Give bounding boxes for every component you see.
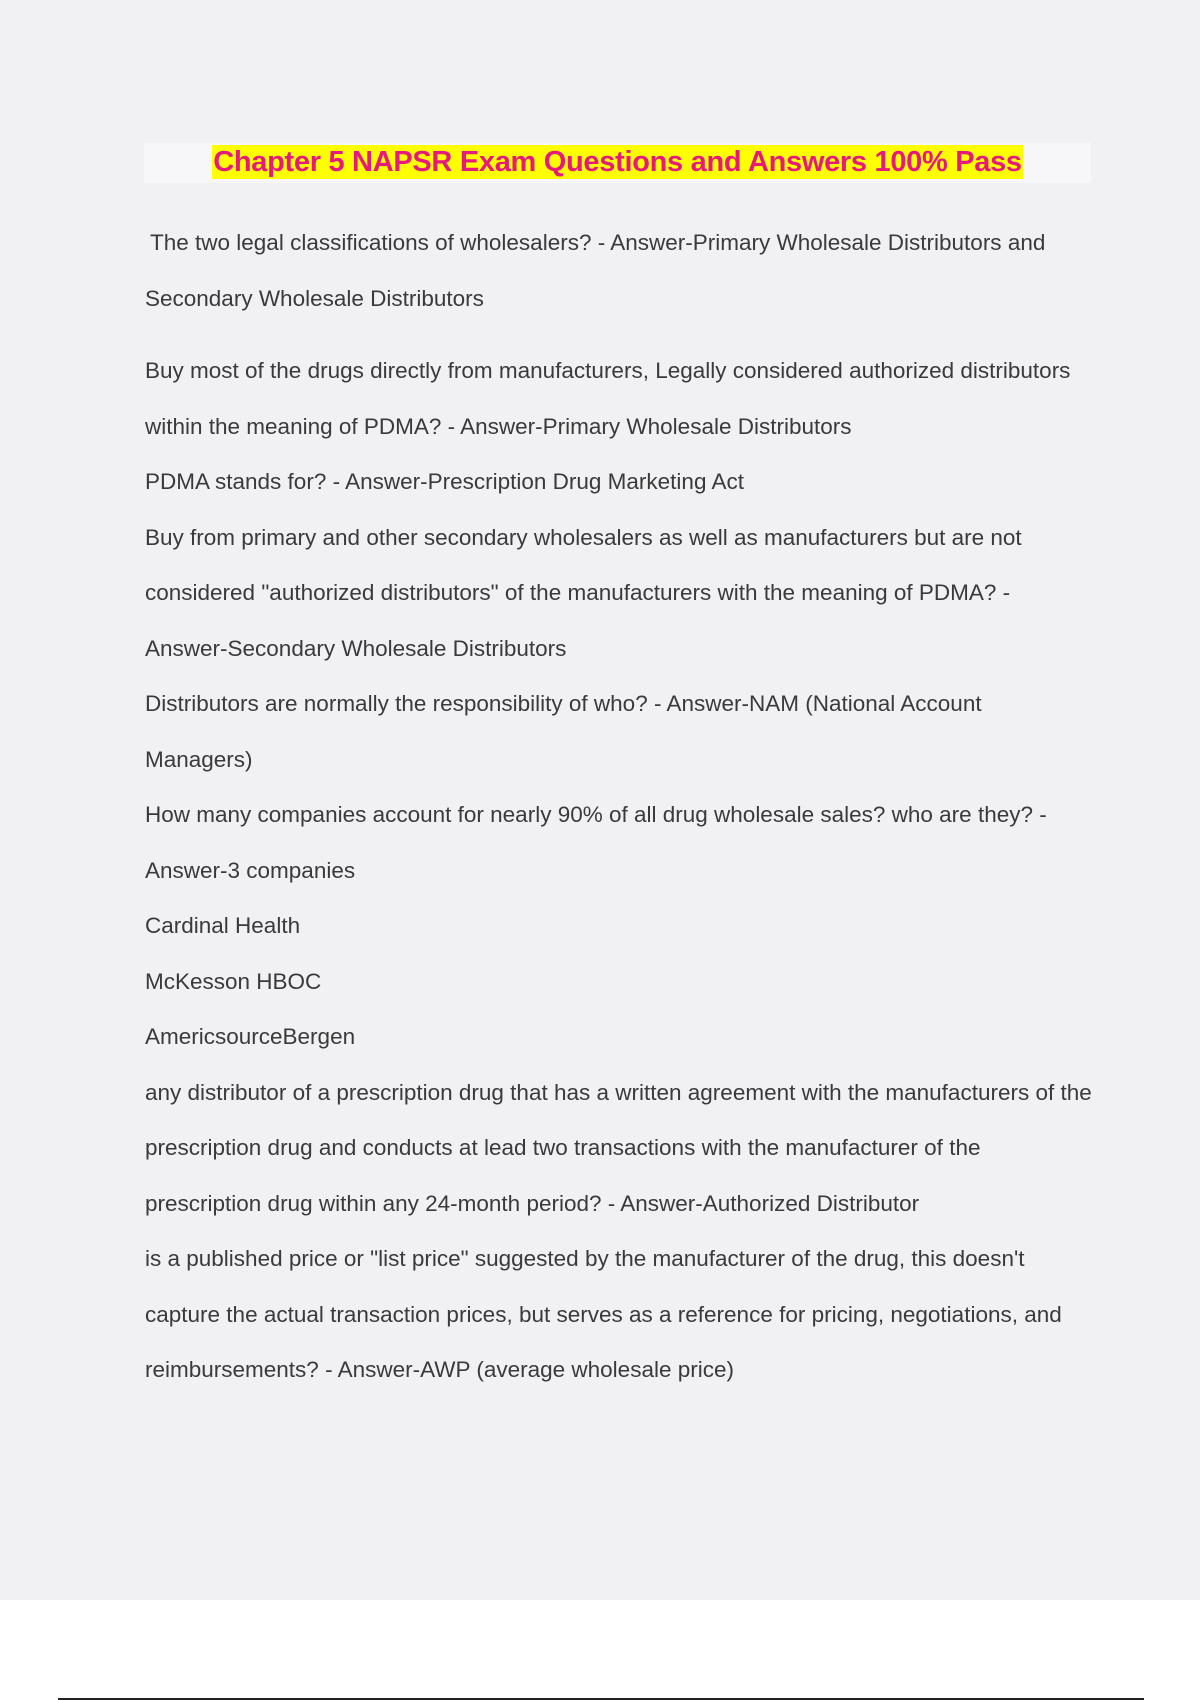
qa-entry-5: Distributors are normally the responsibility of who? - Answer-NAM (National Account Managers) [145, 691, 982, 772]
company-cardinal-health: Cardinal Health [145, 913, 301, 938]
qa-entry-2: Buy most of the drugs directly from manufacturers, Legally considered authorized distributors within the meaning of PDMA? - Answer-Primary Wholesale Distributors [145, 358, 1071, 439]
qa-entry-4: Buy from primary and other secondary wholesalers as well as manufacturers but are not considered "authorized distributors" of the manufacturers with the meaning of PDMA? - Answer-Secondary Wholesale Distributors [145, 524, 1022, 661]
qa-entry-1: The two legal classifications of wholesalers? - Answer-Primary Wholesale Distributors and Secondary Wholesale Distributors [145, 230, 1046, 311]
company-mckesson-hboc: McKesson HBOC [145, 968, 322, 994]
qa-entry-7: any distributor of a prescription drug that has a written agreement with the manufacturers of the prescription drug and conducts at lead two transactions with the manufacturer of the prescription drug within any 24-month period? - Answer-Authorized Distributor [145, 1079, 1092, 1216]
title-banner [144, 143, 1091, 183]
qa-entry-8: is a published price or "list price" suggested by the manufacturer of the drug, this doesn't capture the actual transaction prices, but serves as a reference for pricing, negotiations, and reimbursements? - Answer-AWP (average wholesale price) [145, 1246, 1062, 1382]
company-americsourcebergen: AmericsourceBergen [145, 1024, 356, 1049]
qa-entry-6: How many companies account for nearly 90% of all drug wholesale sales? who are they? - Answer-3 companies [145, 802, 1047, 883]
qa-content [145, 215, 1095, 1398]
qa-entry-3: PDMA stands for? - Answer-Prescription Drug Marketing Act [145, 469, 744, 494]
page-title: Chapter 5 NAPSR Exam Questions and Answers 100% Pass [213, 146, 1022, 178]
